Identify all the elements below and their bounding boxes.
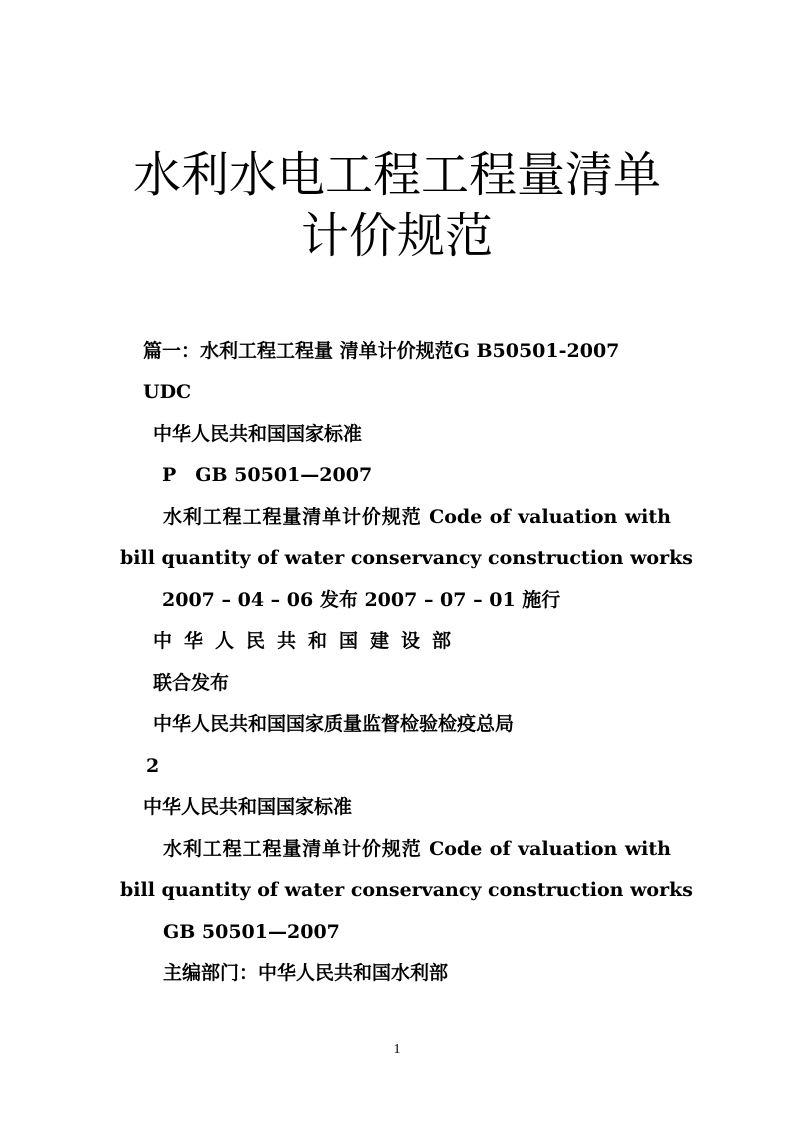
standard-code-2: GB 50501—2007 [163, 921, 340, 943]
page-number: 1 [393, 1042, 401, 1057]
udc-label: UDC [143, 381, 192, 403]
standard-title-bilingual-2: 水利工程工程量清单计价规范 Code of valuation with [163, 838, 671, 860]
publisher-ministry: 中华人民共和国建设部 [153, 630, 464, 652]
standard-title-english-cont-2: bill quantity of water conservancy construction works [120, 879, 693, 901]
national-standard-label-2: 中华人民共和国国家标准 [143, 796, 353, 818]
document-title-line-1: 水利水电工程工程量清单 [132, 147, 661, 203]
issue-and-effective-dates: 2007 – 04 – 06 发布 2007 – 07 – 01 施行 [162, 589, 561, 611]
joint-issue-label: 联合发布 [153, 672, 230, 694]
standard-code: P GB 50501—2007 [162, 464, 373, 486]
publisher-aqsiq: 中华人民共和国国家质量监督检验检疫总局 [153, 713, 515, 735]
section-number: 2 [146, 755, 160, 777]
standard-title-english-cont: bill quantity of water conservancy construction works [120, 547, 693, 569]
article-heading: 篇一：水利工程工程量 清单计价规范G B50501-2007 [143, 340, 620, 362]
standard-title-bilingual: 水利工程工程量清单计价规范 Code of valuation with [163, 506, 671, 528]
chief-editing-department: 主编部门：中华人民共和国水利部 [163, 962, 449, 984]
national-standard-label: 中华人民共和国国家标准 [153, 423, 363, 445]
document-title-line-2: 计价规范 [300, 208, 493, 264]
